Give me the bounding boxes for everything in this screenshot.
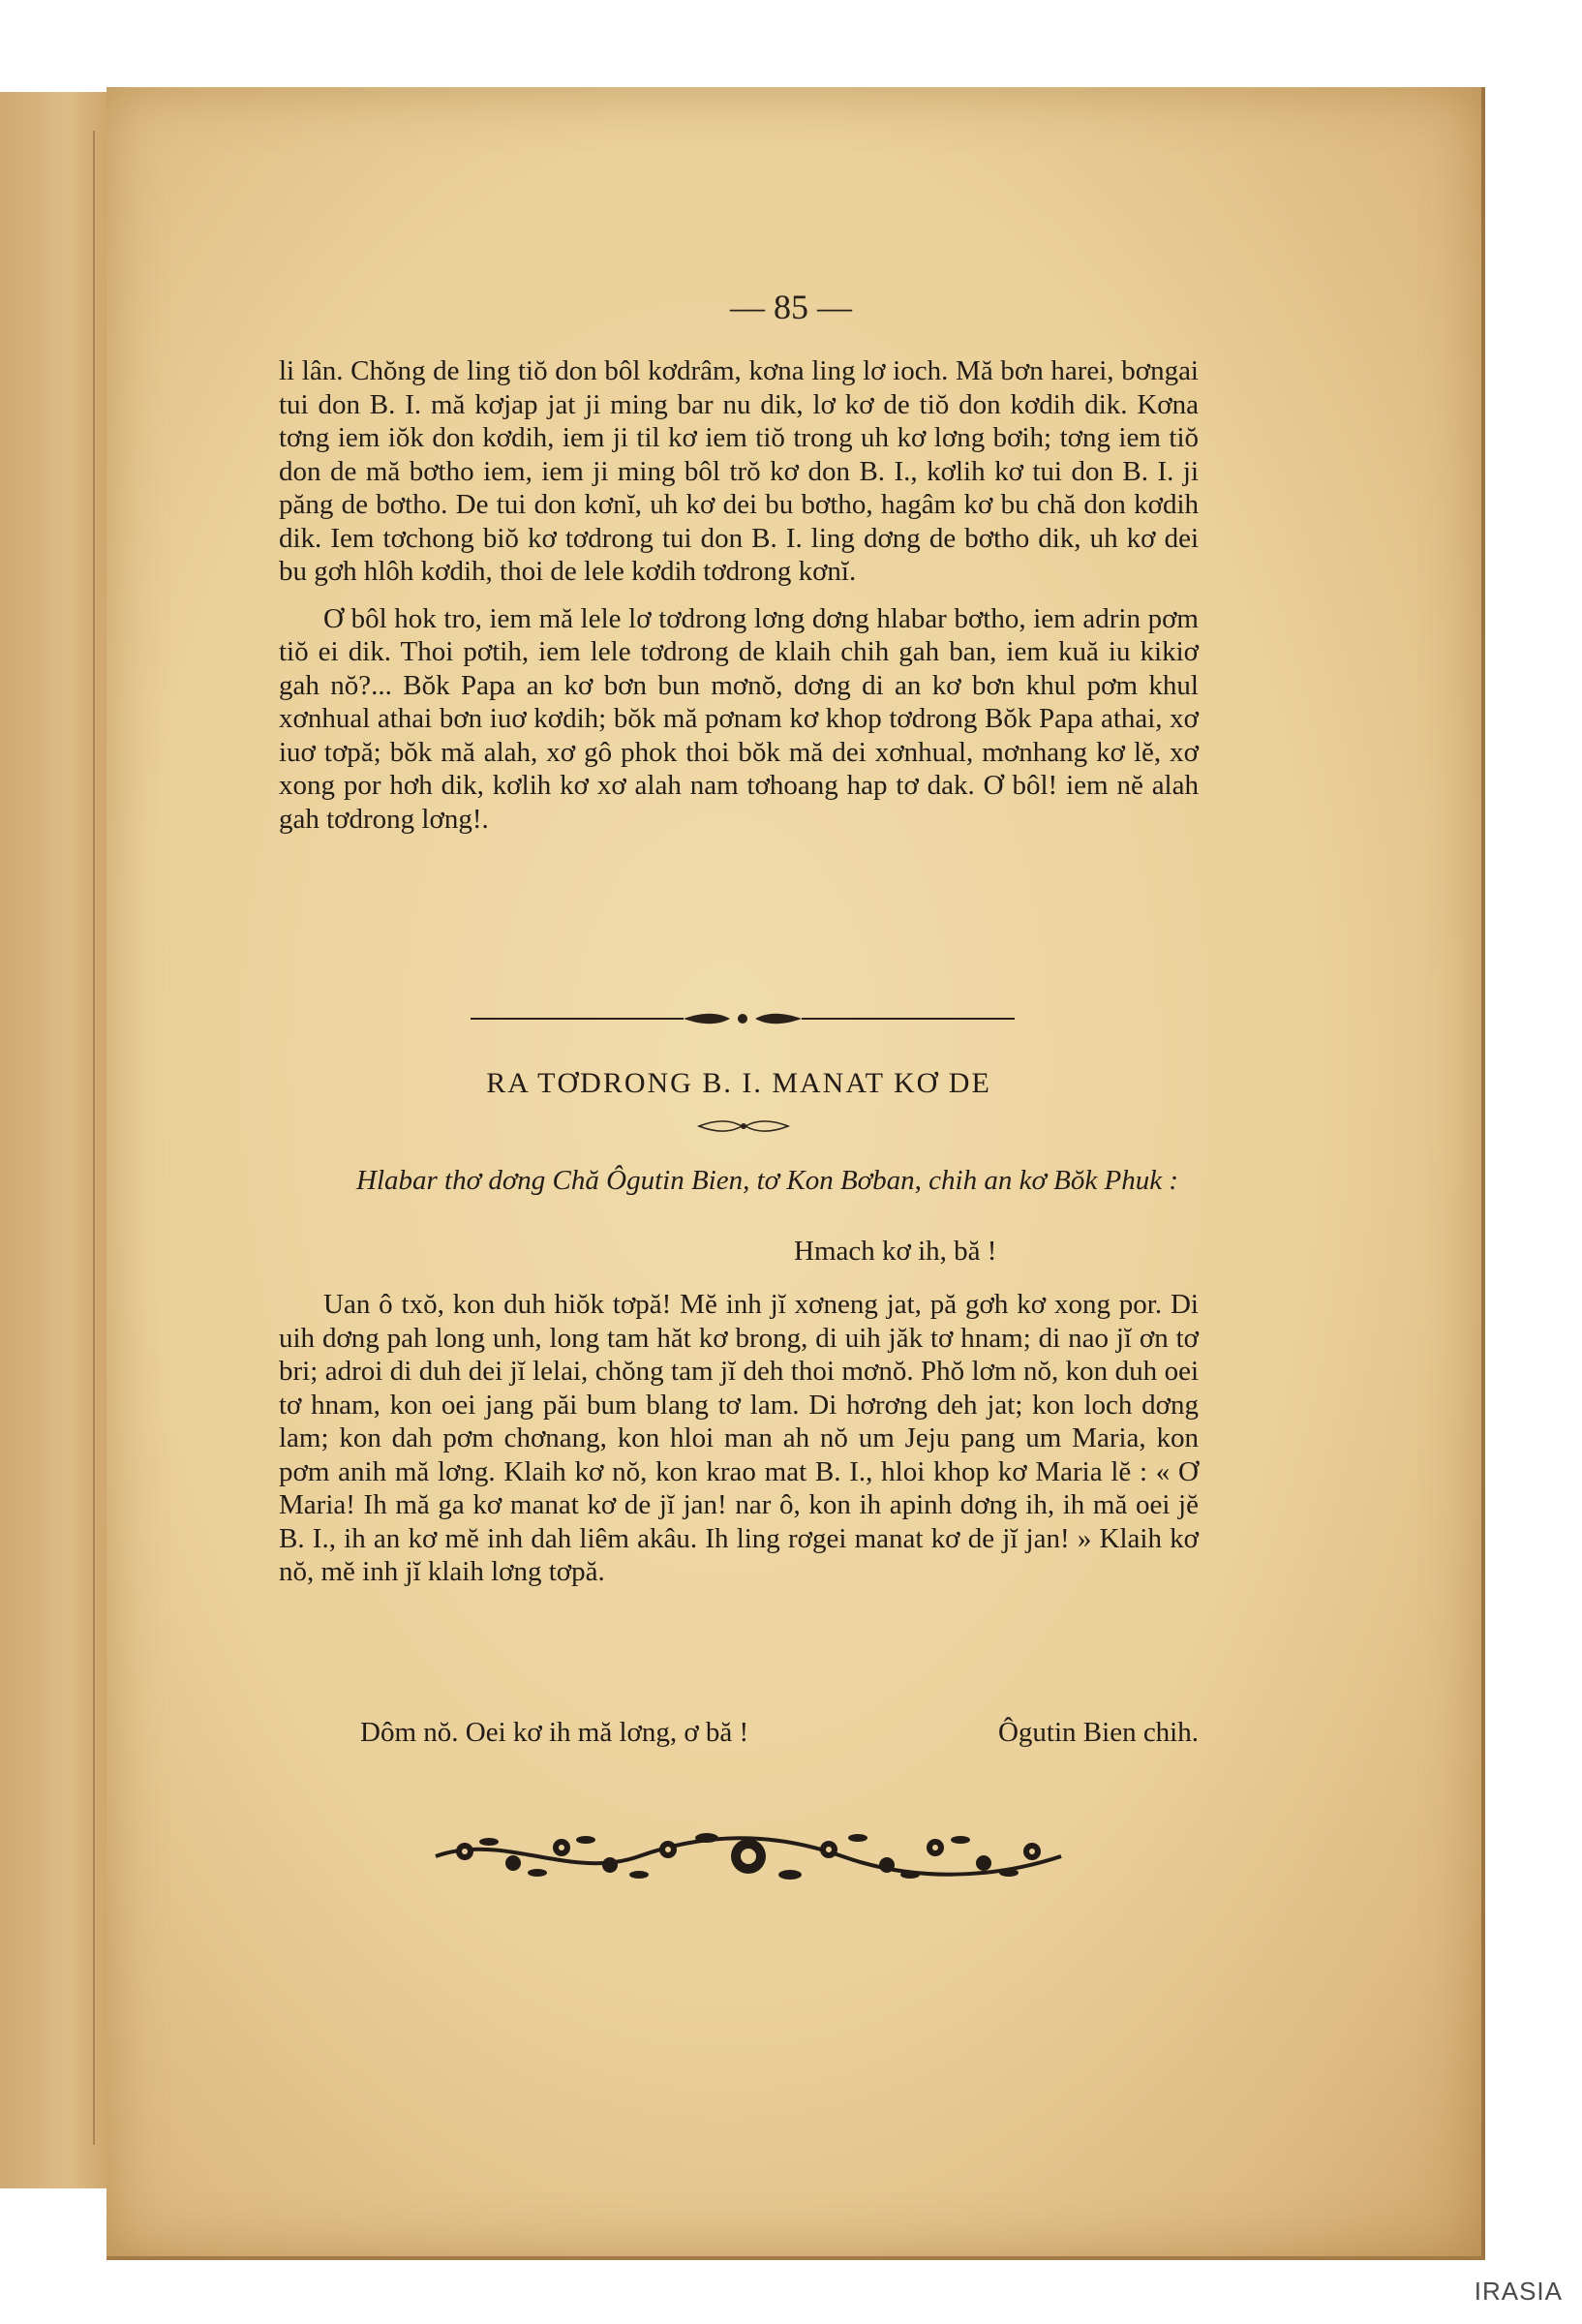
top-text-block [279, 354, 1199, 836]
paragraph-continuation: li lân. Chŏng de ling tiŏ don bôl kơdrâm, kơna ling lơ ioch. Mă bơn harei, bơngai tui don B. I. mă kơjap jat ji ming bar nu dik, lơ kơ de tiŏ don kơdih dik. Kơna tơng iem iŏk don kơdih, iem ji til kơ iem tiŏ trong uh kơ lơng bơih; tơng iem tiŏ don de mă bơtho iem, iem ji ming bôl trŏ kơ don B. I., kơlih kơ tui don B. I. ji păng de bơtho. De tui don kơnĭ, uh kơ dei bu bơtho, hagâm kơ bu chă don kơdih dik. Iem tơchong biŏ kơ tơdrong tui don B. I. ling dơng de bơtho dik, uh kơ dei bu gơh hlôh kơdih, thoi de lele kơdih tơdrong kơnĭ. [279, 355, 1199, 587]
paragraph-second: Ơ bôl hok tro, iem mă lele lơ tơdrong lơng dơng hlabar bơtho, iem adrin pơm tiŏ ei dik. Thoi pơtih, iem lele tơdrong de klaih chih gah ban, iem kuă iu kikiơ gah nŏ?... Bŏk Papa an kơ bơn bun mơnŏ, dơng di an kơ bơn khul pơm khul xơnhual athai bơn iuơ kơdih; bŏk mă pơnam kơ khop tơdrong Bŏk Papa athai, xơ iuơ tơpă; bŏk mă alah, xơ gô phok thoi bŏk mă dei xơnhual, mơnhang kơ lĕ, xơ xong por hơh dik, kơlih kơ xơ alah nam tơhoang hap tơ dak. Ơ bôl! iem nĕ alah gah tơdrong lơng!. [279, 602, 1199, 835]
watermark: IRASIA [1474, 2277, 1563, 2306]
page-number: — 85 — [730, 288, 852, 326]
letter-closing: Dôm nŏ. Oei kơ ih mă lơng, ơ bă ! [360, 1717, 749, 1748]
section-divider-ornament [471, 1010, 1015, 1027]
section-title: RA TƠDRONG B. I. MANAT KƠ DE [486, 1067, 991, 1099]
page-fold-line [93, 131, 95, 2145]
floral-ornament [426, 1822, 1071, 1890]
letter-body: Uan ô txŏ, kon duh hiŏk tơpă! Mĕ inh jĭ xơneng jat, pă gơh kơ xong por. Di uih dơng pah long unh, long tam hăt kơ brong, di uih jăk tơ hnam; di nao jĭ ơn tơ bri; adroi di duh dei jĭ lelai, chŏng tam jĭ deh thoi mơnŏ. Phŏ lơm nŏ, kon duh oei tơ hnam, kon oei jang păi bum blang tơ lam. Di hơrơng deh jat; kon loch dơng lam; kon dah pơm chơnang, kon hloi man ah nŏ um Jeju pang um Maria, kon pơm anih mă lơng. Klaih kơ nŏ, kon krao mat B. I., hloi khop kơ Maria lĕ : « Ơ Maria! Ih mă ga kơ manat kơ de jĭ jan! nar ô, kon ih apinh dơng ih, ih mă oei jĕ B. I., ih an kơ mĕ inh dah liêm akâu. Ih ling rơgei manat kơ de jĭ jan! » Klaih kơ nŏ, mĕ inh jĭ klaih lơng tơpă. [279, 1289, 1199, 1587]
letter-signature: Ôgutin Bien chih. [997, 1717, 1199, 1748]
letter-greeting: Hmach kơ ih, bă ! [794, 1236, 997, 1267]
letter-body-block [279, 1288, 1199, 1589]
letter-intro: Hlabar thơ dơng Chă Ôgutin Bien, tơ Kon Bơban, chih an kơ Bŏk Phuk : [356, 1165, 1179, 1196]
small-ornament [697, 1119, 790, 1133]
